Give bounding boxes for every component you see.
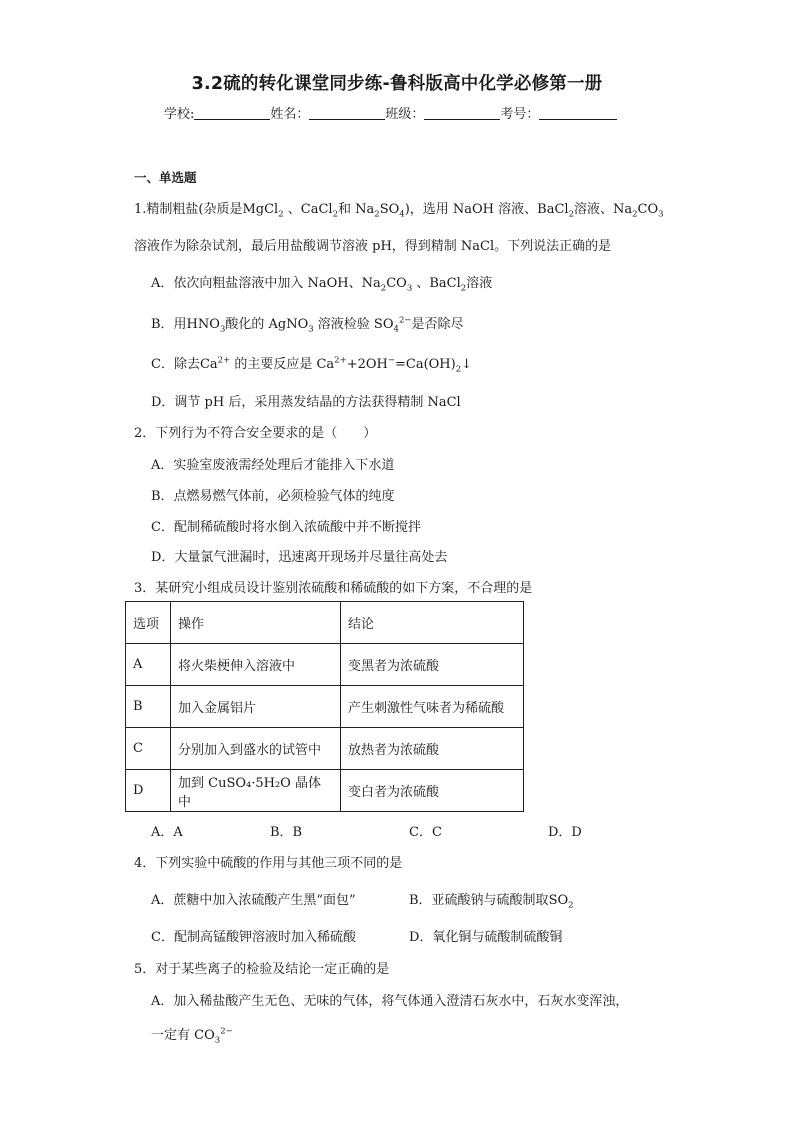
section-heading: 一、单选题 xyxy=(134,170,197,185)
q4-option-d[interactable]: D．氧化铜与硫酸制硫酸铜 xyxy=(409,930,563,945)
table-row xyxy=(126,728,524,770)
name-blank[interactable] xyxy=(309,106,385,120)
q1-option-a[interactable]: A．依次向粗盐溶液中加入 NaOH、$Na_2CO_3$ 、BaCl$_2$溶液 xyxy=(151,276,493,294)
q3-stem: 3．某研究小组成员设计鉴别浓硫酸和稀硫酸的如下方案，不合理的是 xyxy=(134,581,533,596)
q1-option-d[interactable]: D．调节 pH 后，采用蒸发结晶的方法获得精制 NaCl xyxy=(151,395,461,410)
q4-option-c[interactable]: C．配制高锰酸钾溶液时加入稀硫酸 xyxy=(151,930,356,945)
q3-answer-c[interactable]: C．C xyxy=(409,825,442,840)
q1-stem-line1: 1.精制粗盐(杂质是MgCl$_2$ 、CaCl$_2$和 $Na_2SO_4$)，选用 NaOH 溶液、BaCl$_2$溶液、$Na_2CO_3$ xyxy=(134,202,664,220)
q4-stem: 4．下列实验中硫酸的作用与其他三项不同的是 xyxy=(134,856,403,871)
table-cell: 放热者为浓硫酸 xyxy=(341,728,524,770)
q2-option-b[interactable]: B．点燃易燃气体前，必须检验气体的纯度 xyxy=(151,489,395,504)
exam-no-label: 考号： xyxy=(500,107,540,122)
q4-option-b[interactable]: B．亚硫酸钠与硫酸制取$SO_2$ xyxy=(409,893,574,911)
table-cell: A xyxy=(126,644,171,686)
q2-option-c[interactable]: C．配制稀硫酸时将水倒入浓硫酸中并不断搅拌 xyxy=(151,520,421,535)
school-label: 学校: xyxy=(164,107,195,122)
q1-option-b[interactable]: B．用$HNO_3$酸化的 AgNO$_3$ 溶液检验 $SO_4^{2-}$是否除尽 xyxy=(151,315,464,335)
name-label: 姓名： xyxy=(270,107,310,122)
q2-stem: 2．下列行为不符合安全要求的是（ ） xyxy=(134,426,377,441)
table-cell: 加到 CuSO₄·5H₂O 晶体中 xyxy=(171,770,341,812)
page-title: 3.2硫的转化课堂同步练-鲁科版高中化学必修第一册 xyxy=(191,74,603,94)
q5-option-a-line1[interactable]: A．加入稀盐酸产生无色、无味的气体，将气体通入澄清石灰水中，石灰水变浑浊， xyxy=(151,994,629,1009)
q3-table xyxy=(125,601,524,812)
table-header-row xyxy=(126,602,524,644)
table-cell: B xyxy=(126,686,171,728)
q1-option-c[interactable]: C．除去$Ca^{2+}$ 的主要反应是 $Ca^{2+}+2OH^-=Ca(OH)_2↓$ xyxy=(151,355,473,375)
q2-option-a[interactable]: A．实验室废液需经处理后才能排入下水道 xyxy=(151,458,395,473)
q2-option-d[interactable]: D．大量氯气泄漏时，迅速离开现场并尽量往高处去 xyxy=(151,550,448,565)
q1-stem-line2: 溶液作为除杂试剂，最后用盐酸调节溶液 pH，得到精制 NaCl。下列说法正确的是 xyxy=(134,239,612,254)
table-cell: 变白者为浓硫酸 xyxy=(341,770,524,812)
q4-option-a[interactable]: A．蔗糖中加入浓硫酸产生黑“面包” xyxy=(151,893,356,908)
table-cell: 分别加入到盛水的试管中 xyxy=(171,728,341,770)
table-row xyxy=(126,770,524,812)
table-header: 结论 xyxy=(341,602,524,644)
class-blank[interactable] xyxy=(424,106,500,120)
table-header: 选项 xyxy=(126,602,171,644)
q5-option-a-line2[interactable]: 一定有 $CO_3^{2-}$ xyxy=(151,1026,233,1046)
q3-answer-b[interactable]: B．B xyxy=(270,825,303,840)
exam-no-blank[interactable] xyxy=(539,106,617,120)
q3-answer-a[interactable]: A．A xyxy=(151,825,183,840)
q5-stem: 5．对于某些离子的检验及结论一定正确的是 xyxy=(134,962,390,977)
q3-answer-d[interactable]: D．D xyxy=(548,825,582,840)
table-cell: C xyxy=(126,728,171,770)
school-blank[interactable] xyxy=(194,106,270,120)
class-label: 班级： xyxy=(385,107,425,122)
student-info-line xyxy=(164,103,617,122)
table-header: 操作 xyxy=(171,602,341,644)
table-cell: 加入金属铝片 xyxy=(171,686,341,728)
table-row xyxy=(126,644,524,686)
table-row xyxy=(126,686,524,728)
table-cell: 将火柴梗伸入溶液中 xyxy=(171,644,341,686)
table-cell: D xyxy=(126,770,171,812)
table-cell: 产生刺激性气味者为稀硫酸 xyxy=(341,686,524,728)
table-cell: 变黑者为浓硫酸 xyxy=(341,644,524,686)
